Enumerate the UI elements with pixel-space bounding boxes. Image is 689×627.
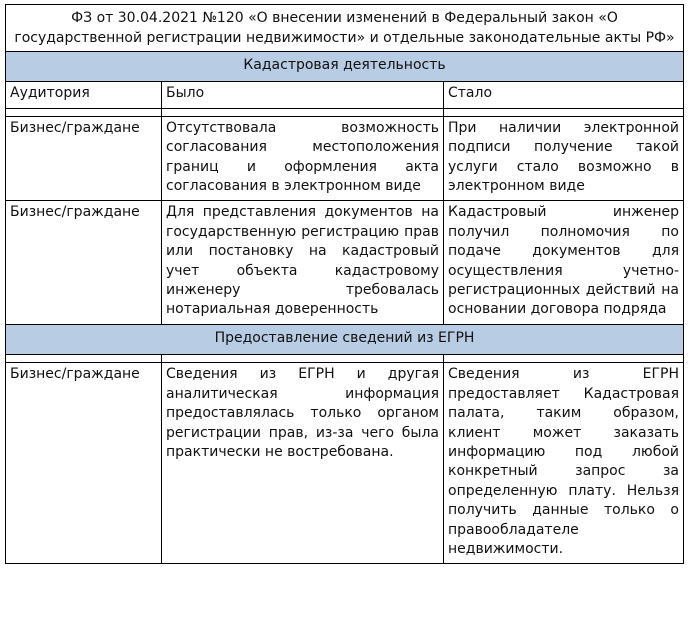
after-cell: Кадастровый инженер получил полномочия по подаче документов для осуществления учетно-регистрационных действий на основании договора подряда (444, 201, 684, 324)
before-cell: Сведения из ЕГРН и другая аналитическая информация предоставлялась только органом регистрации прав, из-за чего была практически не востребована. (162, 363, 444, 564)
after-cell: При наличии электронной подписи получение такой услуги стало возможно в электронном виде (444, 116, 684, 201)
audience-cell: Бизнес/граждане (6, 116, 162, 201)
title-row (6, 5, 684, 52)
section-title: Предоставление сведений из ЕГРН (6, 324, 684, 354)
table-row (6, 116, 684, 201)
column-header-after: Стало (444, 82, 684, 108)
spacer-cell (444, 108, 684, 116)
spacer-cell (162, 355, 444, 363)
spacer-cell (444, 355, 684, 363)
section-title: Кадастровая деятельность (6, 52, 684, 82)
audience-cell: Бизнес/граждане (6, 201, 162, 324)
spacer-row (6, 355, 684, 363)
table-row (6, 201, 684, 324)
audience-cell: Бизнес/граждане (6, 363, 162, 564)
spacer-row (6, 108, 684, 116)
after-cell: Сведения из ЕГРН предоставляет Кадастровая палата, таким образом, клиент может заказать информацию под любой конкретный запрос за определенную плату. Нельзя получить данные только о правообладателе недвижимости. (444, 363, 684, 564)
spacer-cell (6, 355, 162, 363)
section-header-row (6, 52, 684, 82)
column-header-before: Было (162, 82, 444, 108)
column-header-audience: Аудитория (6, 82, 162, 108)
table-row (6, 363, 684, 564)
spacer-cell (162, 108, 444, 116)
document-title: ФЗ от 30.04.2021 №120 «О внесении изменений в Федеральный закон «О государственной регистрации недвижимости» и отдельные законодательные акты РФ» (6, 5, 684, 52)
spacer-cell (6, 108, 162, 116)
before-cell: Для представления документов на государственную регистрацию прав или постановку на кадастровый учет объекта кадастровому инженеру требовалась нотариальная доверенность (162, 201, 444, 324)
section-header-row (6, 324, 684, 354)
law-changes-table (5, 4, 684, 564)
before-cell: Отсутствовала возможность согласования местоположения границ и оформления акта согласования в электронном виде (162, 116, 444, 201)
column-header-row (6, 82, 684, 108)
